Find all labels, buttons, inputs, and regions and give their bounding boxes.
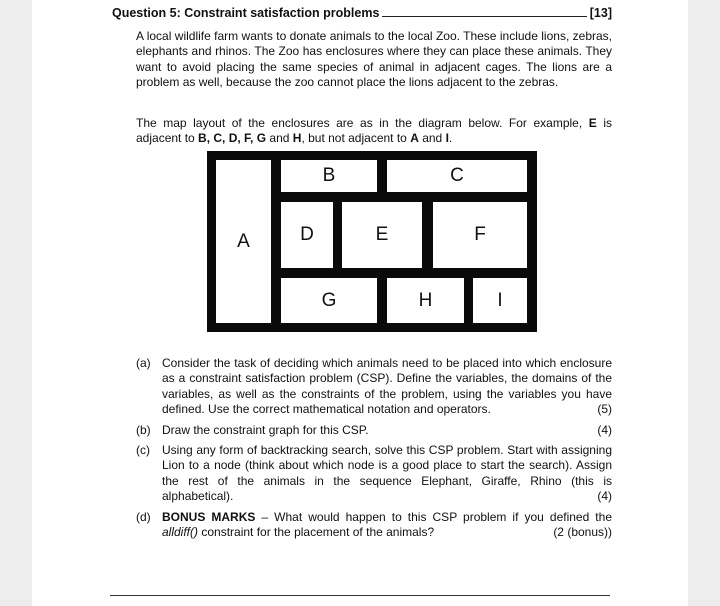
question-b [136, 423, 612, 438]
enclosure-b: B [281, 160, 377, 192]
question-label: (b) [136, 422, 151, 437]
enclosure-g: G [281, 278, 377, 323]
question-text: Draw the constraint graph for this CSP. [162, 422, 369, 437]
header-rule [382, 16, 586, 17]
question-title: Question 5: Constraint satisfaction problems [112, 6, 380, 20]
question-c [136, 443, 612, 505]
enclosure-f: F [433, 202, 527, 268]
layout-paragraph: The map layout of the enclosures are as in the diagram below. For example, E is adjacent to B, C, D, F, G and H, but not adjacent to A and I. [136, 116, 612, 146]
enclosure-i: I [473, 278, 527, 323]
question-marks-c: (4) [597, 489, 612, 504]
question-d: (d) BONUS MARKS – What would happen to this CSP problem if you defined the alldiff() constraint for the placement of the animals? (2 (bonus)) [136, 509, 612, 540]
alldiff-term: alldiff() [162, 525, 199, 540]
enclosure-ref-e: E [588, 116, 597, 130]
question-marks-d: (2 (bonus)) [553, 525, 612, 540]
question-label: (d) [136, 509, 151, 524]
enclosure-ref-h: H [292, 131, 302, 146]
question-list [136, 356, 612, 545]
question-text: Consider the task of deciding which animals need to be placed into which enclosure as a constraint satisfaction problem (CSP). Define the variables, the domains of the variables, as well as the constraints of the problem, using the variables you have defined. Use the correct mathematical notation and operators. [162, 356, 612, 417]
question-header [112, 6, 612, 20]
enclosure-h: H [387, 278, 464, 323]
enclosure-d: D [281, 202, 333, 268]
intro-paragraph: A local wildlife farm wants to donate animals to the local Zoo. These include lions, zebras, elephants and rhinos. The Zoo has enclosures where they can place these animals. They want to avoid placing the same species of animal in adjacent cages. The lions are a problem as well, because the zoo cannot place the lions adjacent to the zebras. [136, 29, 612, 90]
question-text: Using any form of backtracking search, solve this CSP problem. Start with assigning Lion to a node (think about which node is a good place to start the search). Assign the rest of the animals in the sequence Elephant, Giraffe, Rhino (this is alphabetical). [162, 443, 612, 504]
enclosure-c: C [387, 160, 527, 192]
question-label: (c) [136, 443, 150, 458]
question-label: (a) [136, 356, 151, 370]
bottom-rule [110, 595, 610, 596]
question-marks: [13] [589, 6, 612, 20]
enclosure-ref-a: A [410, 131, 419, 146]
question-marks-b: (4) [597, 422, 612, 437]
enclosure-map [207, 151, 537, 332]
question-a [136, 356, 612, 418]
enclosure-ref-i: I [445, 131, 449, 146]
enclosure-e: E [342, 202, 422, 268]
question-marks-a: (5) [597, 402, 612, 417]
enclosure-a: A [216, 160, 271, 323]
bonus-label: BONUS MARKS [162, 509, 256, 524]
adjacent-list: B, C, D, F, G [198, 131, 267, 146]
